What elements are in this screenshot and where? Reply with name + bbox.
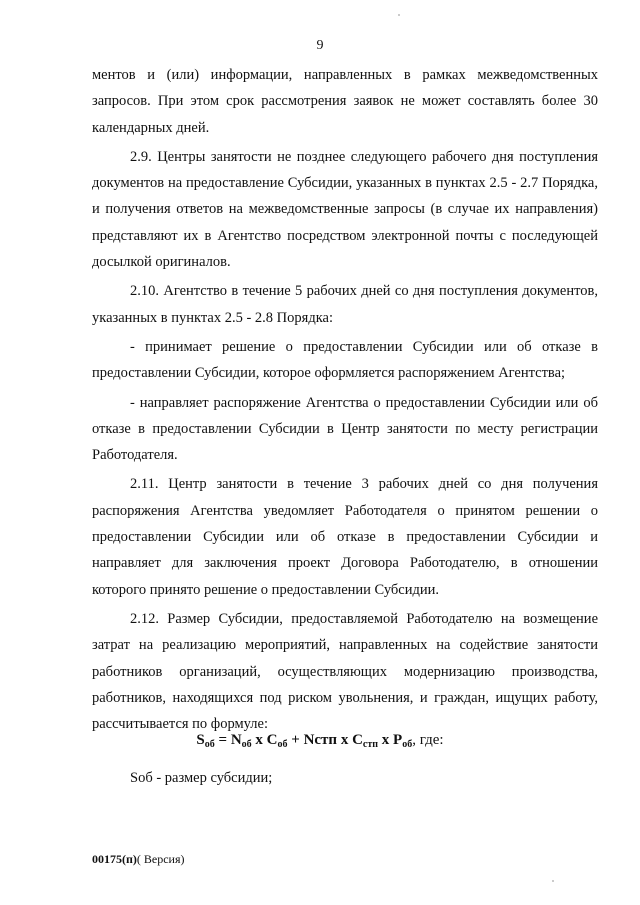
paragraph-2-11: 2.11. Центр занятости в течение 3 рабочих дней со дня получения распоряжения Агентства уведомляет Работодателя о принятом решении о предоставлении Субсидии или об отказе в предоставлении Субсидии и направляет для заключения проект Договора Работодателю, в отношении которого принято решение о предоставлении Субсидии. bbox=[92, 476, 598, 598]
list-item-decision: - принимает решение о предоставлении Субсидии или об отказе в предоставлении Субсидии, которое оформляется распоряжением Агентства; bbox=[92, 338, 598, 382]
list-item-send: - направляет распоряжение Агентства о предоставлении Субсидии или об отказе в предоставлении Субсидии в Центр занятости по месту регистрации Работодателя. bbox=[92, 394, 598, 464]
paragraph-continuation: ментов и (или) информации, направленных в рамках межведомственных запросов. При этом срок рассмотрения заявок не может составлять более 30 календарных дней. bbox=[92, 67, 598, 136]
scan-speck bbox=[398, 14, 400, 16]
paragraph-2-12: 2.12. Размер Субсидии, предоставляемой Работодателю на возмещение затрат на реализацию мероприятий, направленных на содействие занятости работников организаций, осуществляющих модернизацию производства, работников, находящихся под риском увольнения, и граждан, ищущих работу, рассчитывается по формуле: bbox=[92, 610, 598, 733]
formula-definition: Sоб - размер субсидии; bbox=[130, 770, 273, 786]
subsidy-formula: $S_{об} = N_{об}$ x $C_{об}$ + Nстп x $C_{стп}$ x $P_{об}$, где: bbox=[196, 732, 444, 750]
document-footer bbox=[92, 852, 185, 867]
paragraph-2-10: 2.10. Агентство в течение 5 рабочих дней со дня поступления документов, указанных в пунктах 2.5 - 2.8 Порядка: bbox=[92, 283, 598, 326]
document-version: ( Версия) bbox=[136, 852, 185, 866]
scan-speck bbox=[552, 880, 554, 882]
page-number: 9 bbox=[316, 38, 324, 53]
document-code: 00175(п) bbox=[92, 852, 137, 866]
document-body bbox=[92, 62, 598, 737]
paragraph-2-9: 2.9. Центры занятости не позднее следующего рабочего дня поступления документов на предоставление Субсидии, указанных в пунктах 2.5 - 2.7 Порядка, и получения ответов на межведомственные запросы (в случае их направления) представляют их в Агентство посредством электронной почты с последующей досылкой оригиналов. bbox=[92, 148, 598, 271]
